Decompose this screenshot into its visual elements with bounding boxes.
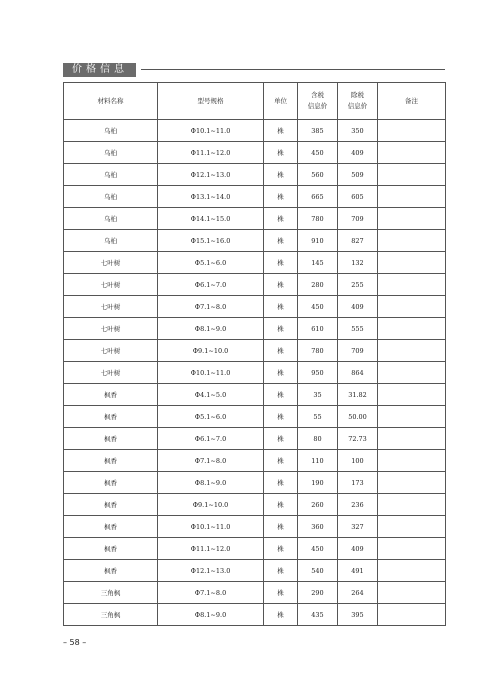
cell-name: 乌桕 bbox=[64, 230, 158, 252]
cell-spec: Φ10.1~11.0 bbox=[158, 362, 264, 384]
cell-note bbox=[378, 296, 446, 318]
cell-note bbox=[378, 604, 446, 626]
cell-unit: 株 bbox=[264, 582, 298, 604]
cell-tax-excl: 72.73 bbox=[338, 428, 378, 450]
cell-unit: 株 bbox=[264, 252, 298, 274]
cell-note bbox=[378, 472, 446, 494]
cell-spec: Φ12.1~13.0 bbox=[158, 164, 264, 186]
table-header-row bbox=[64, 83, 446, 120]
cell-name: 七叶树 bbox=[64, 318, 158, 340]
cell-tax-excl: 132 bbox=[338, 252, 378, 274]
cell-tax-incl: 360 bbox=[298, 516, 338, 538]
cell-unit: 株 bbox=[264, 472, 298, 494]
cell-unit: 株 bbox=[264, 560, 298, 582]
cell-name: 枫香 bbox=[64, 538, 158, 560]
cell-unit: 株 bbox=[264, 450, 298, 472]
cell-note bbox=[378, 538, 446, 560]
cell-spec: Φ6.1~7.0 bbox=[158, 428, 264, 450]
cell-tax-excl: 864 bbox=[338, 362, 378, 384]
cell-spec: Φ11.1~12.0 bbox=[158, 142, 264, 164]
cell-tax-incl: 950 bbox=[298, 362, 338, 384]
cell-tax-incl: 540 bbox=[298, 560, 338, 582]
cell-tax-incl: 280 bbox=[298, 274, 338, 296]
cell-note bbox=[378, 516, 446, 538]
cell-tax-incl: 260 bbox=[298, 494, 338, 516]
cell-spec: Φ7.1~8.0 bbox=[158, 296, 264, 318]
cell-unit: 株 bbox=[264, 186, 298, 208]
page-number: – 58 – bbox=[63, 638, 87, 647]
cell-note bbox=[378, 450, 446, 472]
cell-unit: 株 bbox=[264, 362, 298, 384]
cell-spec: Φ9.1~10.0 bbox=[158, 340, 264, 362]
cell-tax-incl: 560 bbox=[298, 164, 338, 186]
table-row bbox=[64, 252, 446, 274]
cell-unit: 株 bbox=[264, 142, 298, 164]
table-row bbox=[64, 494, 446, 516]
column-header-label: 信息价 bbox=[307, 102, 328, 110]
cell-spec: Φ5.1~6.0 bbox=[158, 252, 264, 274]
cell-unit: 株 bbox=[264, 538, 298, 560]
cell-tax-incl: 55 bbox=[298, 406, 338, 428]
cell-tax-incl: 780 bbox=[298, 208, 338, 230]
cell-tax-excl: 709 bbox=[338, 208, 378, 230]
cell-note bbox=[378, 318, 446, 340]
cell-unit: 株 bbox=[264, 428, 298, 450]
table-row bbox=[64, 120, 446, 142]
cell-tax-excl: 605 bbox=[338, 186, 378, 208]
cell-name: 乌桕 bbox=[64, 208, 158, 230]
cell-tax-excl: 409 bbox=[338, 538, 378, 560]
cell-spec: Φ13.1~14.0 bbox=[158, 186, 264, 208]
cell-spec: Φ9.1~10.0 bbox=[158, 494, 264, 516]
cell-tax-excl: 173 bbox=[338, 472, 378, 494]
cell-unit: 株 bbox=[264, 340, 298, 362]
column-header-label: 备注 bbox=[405, 96, 418, 105]
cell-name: 枫香 bbox=[64, 450, 158, 472]
table-row bbox=[64, 516, 446, 538]
cell-tax-excl: 409 bbox=[338, 142, 378, 164]
cell-unit: 株 bbox=[264, 208, 298, 230]
cell-spec: Φ4.1~5.0 bbox=[158, 384, 264, 406]
cell-spec: Φ7.1~8.0 bbox=[158, 450, 264, 472]
cell-name: 枫香 bbox=[64, 384, 158, 406]
cell-tax-incl: 780 bbox=[298, 340, 338, 362]
cell-tax-excl: 491 bbox=[338, 560, 378, 582]
column-header-tax-excl bbox=[338, 83, 378, 120]
cell-note bbox=[378, 362, 446, 384]
column-header-tax-incl bbox=[298, 83, 338, 120]
cell-tax-incl: 110 bbox=[298, 450, 338, 472]
cell-note bbox=[378, 582, 446, 604]
cell-tax-excl: 236 bbox=[338, 494, 378, 516]
cell-spec: Φ8.1~9.0 bbox=[158, 318, 264, 340]
cell-tax-excl: 709 bbox=[338, 340, 378, 362]
cell-unit: 株 bbox=[264, 120, 298, 142]
cell-name: 七叶树 bbox=[64, 274, 158, 296]
cell-name: 枫香 bbox=[64, 406, 158, 428]
table-row bbox=[64, 164, 446, 186]
column-header-name bbox=[64, 83, 158, 120]
cell-tax-excl: 264 bbox=[338, 582, 378, 604]
cell-unit: 株 bbox=[264, 384, 298, 406]
column-header-label: 信息价 bbox=[347, 102, 368, 110]
table-row bbox=[64, 582, 446, 604]
column-header-label: 单位 bbox=[274, 96, 287, 105]
cell-tax-excl: 255 bbox=[338, 274, 378, 296]
cell-note bbox=[378, 340, 446, 362]
cell-spec: Φ5.1~6.0 bbox=[158, 406, 264, 428]
cell-tax-incl: 610 bbox=[298, 318, 338, 340]
cell-tax-excl: 509 bbox=[338, 164, 378, 186]
cell-tax-excl: 395 bbox=[338, 604, 378, 626]
cell-spec: Φ12.1~13.0 bbox=[158, 560, 264, 582]
cell-note bbox=[378, 274, 446, 296]
section-divider bbox=[141, 69, 445, 70]
cell-tax-excl: 555 bbox=[338, 318, 378, 340]
cell-note bbox=[378, 186, 446, 208]
column-header-label: 含税 bbox=[311, 91, 324, 99]
cell-name: 三角枫 bbox=[64, 604, 158, 626]
cell-tax-incl: 435 bbox=[298, 604, 338, 626]
cell-tax-incl: 80 bbox=[298, 428, 338, 450]
cell-unit: 株 bbox=[264, 164, 298, 186]
cell-note bbox=[378, 164, 446, 186]
cell-tax-incl: 450 bbox=[298, 296, 338, 318]
cell-note bbox=[378, 560, 446, 582]
cell-unit: 株 bbox=[264, 230, 298, 252]
cell-unit: 株 bbox=[264, 296, 298, 318]
column-header-note bbox=[378, 83, 446, 120]
table-row bbox=[64, 186, 446, 208]
cell-spec: Φ10.1~11.0 bbox=[158, 120, 264, 142]
cell-spec: Φ10.1~11.0 bbox=[158, 516, 264, 538]
cell-spec: Φ7.1~8.0 bbox=[158, 582, 264, 604]
table-row bbox=[64, 384, 446, 406]
cell-name: 枫香 bbox=[64, 516, 158, 538]
cell-name: 枫香 bbox=[64, 560, 158, 582]
cell-tax-incl: 385 bbox=[298, 120, 338, 142]
cell-tax-excl: 327 bbox=[338, 516, 378, 538]
cell-tax-incl: 290 bbox=[298, 582, 338, 604]
cell-note bbox=[378, 494, 446, 516]
table-body bbox=[64, 120, 446, 626]
table-row bbox=[64, 274, 446, 296]
cell-name: 枫香 bbox=[64, 472, 158, 494]
table-row bbox=[64, 142, 446, 164]
cell-tax-excl: 100 bbox=[338, 450, 378, 472]
cell-tax-incl: 910 bbox=[298, 230, 338, 252]
cell-name: 枫香 bbox=[64, 494, 158, 516]
column-header-label: 型号规格 bbox=[197, 96, 224, 105]
cell-tax-excl: 50.00 bbox=[338, 406, 378, 428]
cell-tax-incl: 190 bbox=[298, 472, 338, 494]
cell-name: 乌桕 bbox=[64, 120, 158, 142]
cell-spec: Φ15.1~16.0 bbox=[158, 230, 264, 252]
cell-spec: Φ11.1~12.0 bbox=[158, 538, 264, 560]
cell-name: 乌桕 bbox=[64, 164, 158, 186]
cell-name: 乌桕 bbox=[64, 142, 158, 164]
price-table bbox=[63, 82, 446, 626]
cell-tax-excl: 409 bbox=[338, 296, 378, 318]
cell-spec: Φ14.1~15.0 bbox=[158, 208, 264, 230]
section-header bbox=[63, 63, 445, 77]
table-row bbox=[64, 472, 446, 494]
cell-name: 枫香 bbox=[64, 428, 158, 450]
table-row bbox=[64, 450, 446, 472]
column-header-label: 材料名称 bbox=[97, 96, 124, 105]
cell-tax-excl: 827 bbox=[338, 230, 378, 252]
column-header-spec bbox=[158, 83, 264, 120]
cell-spec: Φ8.1~9.0 bbox=[158, 604, 264, 626]
table-row bbox=[64, 428, 446, 450]
cell-unit: 株 bbox=[264, 494, 298, 516]
cell-name: 乌桕 bbox=[64, 186, 158, 208]
cell-unit: 株 bbox=[264, 318, 298, 340]
cell-note bbox=[378, 208, 446, 230]
cell-note bbox=[378, 142, 446, 164]
column-header-unit bbox=[264, 83, 298, 120]
table-row bbox=[64, 318, 446, 340]
cell-tax-incl: 450 bbox=[298, 142, 338, 164]
cell-name: 三角枫 bbox=[64, 582, 158, 604]
table-row bbox=[64, 296, 446, 318]
cell-tax-incl: 450 bbox=[298, 538, 338, 560]
table-row bbox=[64, 230, 446, 252]
cell-tax-excl: 350 bbox=[338, 120, 378, 142]
table-row bbox=[64, 538, 446, 560]
cell-name: 七叶树 bbox=[64, 296, 158, 318]
cell-unit: 株 bbox=[264, 274, 298, 296]
cell-note bbox=[378, 230, 446, 252]
cell-unit: 株 bbox=[264, 516, 298, 538]
cell-name: 七叶树 bbox=[64, 362, 158, 384]
cell-name: 七叶树 bbox=[64, 252, 158, 274]
cell-spec: Φ8.1~9.0 bbox=[158, 472, 264, 494]
cell-note bbox=[378, 406, 446, 428]
cell-name: 七叶树 bbox=[64, 340, 158, 362]
column-header-label: 除税 bbox=[351, 91, 364, 99]
cell-tax-excl: 31.82 bbox=[338, 384, 378, 406]
cell-tax-incl: 35 bbox=[298, 384, 338, 406]
cell-unit: 株 bbox=[264, 406, 298, 428]
cell-note bbox=[378, 384, 446, 406]
cell-unit: 株 bbox=[264, 604, 298, 626]
cell-tax-incl: 665 bbox=[298, 186, 338, 208]
table-row bbox=[64, 604, 446, 626]
table-row bbox=[64, 340, 446, 362]
cell-tax-incl: 145 bbox=[298, 252, 338, 274]
cell-note bbox=[378, 428, 446, 450]
cell-spec: Φ6.1~7.0 bbox=[158, 274, 264, 296]
cell-note bbox=[378, 252, 446, 274]
section-title: 价格信息 bbox=[63, 63, 136, 77]
table-row bbox=[64, 560, 446, 582]
cell-note bbox=[378, 120, 446, 142]
table-row bbox=[64, 406, 446, 428]
table-row bbox=[64, 208, 446, 230]
table-row bbox=[64, 362, 446, 384]
